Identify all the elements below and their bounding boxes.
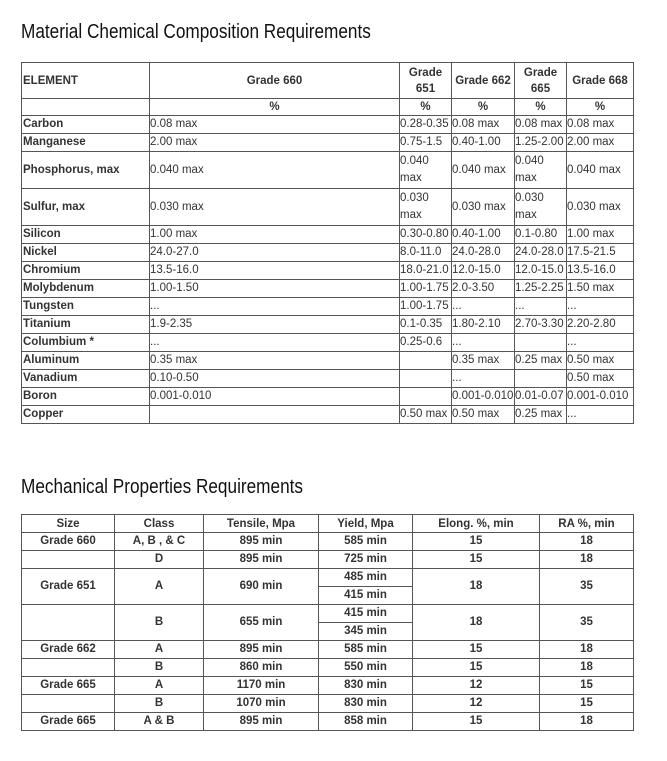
header-elong: Elong. %, min bbox=[413, 515, 540, 533]
elong-cell: 18 bbox=[413, 569, 540, 605]
yield-cell: 550 min bbox=[319, 659, 413, 677]
unit-cell: % bbox=[452, 99, 515, 116]
size-cell: Grade 665 bbox=[22, 677, 115, 695]
class-cell: D bbox=[115, 551, 204, 569]
tensile-cell: 895 min bbox=[204, 533, 319, 551]
size-cell: Grade 665 bbox=[22, 713, 115, 731]
table-row bbox=[22, 641, 634, 659]
table-row bbox=[22, 551, 634, 569]
yield-cell: 585 min bbox=[319, 533, 413, 551]
size-cell: Grade 651 bbox=[22, 569, 115, 605]
value-cell: 0.50 max bbox=[452, 406, 515, 424]
value-cell: 0.001-0.010 bbox=[452, 388, 515, 406]
mechanical-properties-table bbox=[21, 514, 634, 731]
value-cell: 2.20-2.80 bbox=[567, 316, 634, 334]
value-cell: 1.00 max bbox=[150, 226, 400, 244]
element-name-cell: Molybdenum bbox=[22, 280, 150, 298]
value-cell: 2.00 max bbox=[150, 134, 400, 152]
size-cell: Grade 660 bbox=[22, 533, 115, 551]
ra-cell: 18 bbox=[540, 659, 634, 677]
ra-cell: 18 bbox=[540, 533, 634, 551]
tensile-cell: 860 min bbox=[204, 659, 319, 677]
value-cell: 0.25 max bbox=[515, 406, 567, 424]
elong-cell: 12 bbox=[413, 695, 540, 713]
value-cell: 0.25-0.6 bbox=[400, 334, 452, 352]
header-yield: Yield, Mpa bbox=[319, 515, 413, 533]
unit-cell: % bbox=[567, 99, 634, 116]
value-cell: 0.50 max bbox=[567, 352, 634, 370]
yield-cell: 415 min bbox=[319, 587, 413, 605]
value-cell: ... bbox=[567, 298, 634, 316]
value-cell: 12.0-15.0 bbox=[452, 262, 515, 280]
element-name-cell: Carbon bbox=[22, 116, 150, 134]
chemical-composition-table bbox=[21, 62, 634, 424]
size-cell bbox=[22, 659, 115, 677]
element-name-cell: Sulfur, max bbox=[22, 189, 150, 226]
value-cell bbox=[400, 388, 452, 406]
elong-cell: 15 bbox=[413, 659, 540, 677]
value-cell: 1.80-2.10 bbox=[452, 316, 515, 334]
tensile-cell: 1170 min bbox=[204, 677, 319, 695]
value-cell: 12.0-15.0 bbox=[515, 262, 567, 280]
value-cell: 0.08 max bbox=[515, 116, 567, 134]
table-row bbox=[22, 298, 634, 316]
value-cell: 0.35 max bbox=[150, 352, 400, 370]
value-cell: 8.0-11.0 bbox=[400, 244, 452, 262]
value-cell: ... bbox=[452, 334, 515, 352]
table-row bbox=[22, 677, 634, 695]
table-row bbox=[22, 370, 634, 388]
element-name-cell: Chromium bbox=[22, 262, 150, 280]
class-cell: A & B bbox=[115, 713, 204, 731]
header-ra: RA %, min bbox=[540, 515, 634, 533]
value-cell: 0.001-0.010 bbox=[150, 388, 400, 406]
class-cell: B bbox=[115, 659, 204, 677]
element-name-cell: Titanium bbox=[22, 316, 150, 334]
element-name-cell: Silicon bbox=[22, 226, 150, 244]
value-cell: ... bbox=[452, 298, 515, 316]
ra-cell: 15 bbox=[540, 677, 634, 695]
size-cell bbox=[22, 695, 115, 713]
value-cell: 0.01-0.07 bbox=[515, 388, 567, 406]
value-cell: 0.1-0.35 bbox=[400, 316, 452, 334]
ra-cell: 15 bbox=[540, 695, 634, 713]
element-name-cell: Nickel bbox=[22, 244, 150, 262]
element-name-cell: Manganese bbox=[22, 134, 150, 152]
value-cell: 0.030 max bbox=[400, 189, 452, 226]
yield-cell: 830 min bbox=[319, 677, 413, 695]
value-cell: 2.00 max bbox=[567, 134, 634, 152]
table-row bbox=[22, 280, 634, 298]
class-cell: A bbox=[115, 641, 204, 659]
elong-cell: 15 bbox=[413, 641, 540, 659]
table-row bbox=[22, 262, 634, 280]
table-row bbox=[22, 244, 634, 262]
table-row bbox=[22, 713, 634, 731]
table-row bbox=[22, 352, 634, 370]
value-cell: 1.00-1.50 bbox=[150, 280, 400, 298]
value-cell: 0.10-0.50 bbox=[150, 370, 400, 388]
unit-cell: % bbox=[515, 99, 567, 116]
value-cell: 1.50 max bbox=[567, 280, 634, 298]
value-cell: 0.40-1.00 bbox=[452, 226, 515, 244]
yield-cell: 345 min bbox=[319, 623, 413, 641]
size-cell bbox=[22, 605, 115, 641]
yield-cell: 725 min bbox=[319, 551, 413, 569]
value-cell bbox=[150, 406, 400, 424]
element-name-cell: Phosphorus, max bbox=[22, 152, 150, 189]
ra-cell: 35 bbox=[540, 569, 634, 605]
unit-cell: % bbox=[150, 99, 400, 116]
value-cell: 0.28-0.35 bbox=[400, 116, 452, 134]
tensile-cell: 895 min bbox=[204, 641, 319, 659]
value-cell: 13.5-16.0 bbox=[150, 262, 400, 280]
yield-cell: 858 min bbox=[319, 713, 413, 731]
table-row bbox=[22, 569, 634, 587]
table-row bbox=[22, 659, 634, 677]
value-cell: 0.030 max bbox=[150, 189, 400, 226]
class-cell: A bbox=[115, 569, 204, 605]
value-cell: 0.001-0.010 bbox=[567, 388, 634, 406]
value-cell: 0.040 max bbox=[567, 152, 634, 189]
value-cell: 0.040 max bbox=[515, 152, 567, 189]
header-grade-665: Grade 665 bbox=[515, 63, 567, 99]
value-cell: 24.0-28.0 bbox=[452, 244, 515, 262]
class-cell: B bbox=[115, 605, 204, 641]
value-cell: 17.5-21.5 bbox=[567, 244, 634, 262]
ra-cell: 35 bbox=[540, 605, 634, 641]
header-tensile: Tensile, Mpa bbox=[204, 515, 319, 533]
value-cell: 0.30-0.80 bbox=[400, 226, 452, 244]
table-row bbox=[22, 334, 634, 352]
value-cell: ... bbox=[150, 334, 400, 352]
value-cell: 2.0-3.50 bbox=[452, 280, 515, 298]
value-cell: 1.00-1.75 bbox=[400, 280, 452, 298]
value-cell: 24.0-28.0 bbox=[515, 244, 567, 262]
value-cell: 1.25-2.00 bbox=[515, 134, 567, 152]
tensile-cell: 690 min bbox=[204, 569, 319, 605]
table-row bbox=[22, 152, 634, 189]
value-cell: 0.50 max bbox=[567, 370, 634, 388]
table-row bbox=[22, 388, 634, 406]
header-grade-660: Grade 660 bbox=[150, 63, 400, 99]
value-cell: 2.70-3.30 bbox=[515, 316, 567, 334]
elong-cell: 15 bbox=[413, 713, 540, 731]
value-cell: 0.1-0.80 bbox=[515, 226, 567, 244]
value-cell: 1.25-2.25 bbox=[515, 280, 567, 298]
table-row bbox=[22, 116, 634, 134]
element-name-cell: Vanadium bbox=[22, 370, 150, 388]
tensile-cell: 655 min bbox=[204, 605, 319, 641]
yield-cell: 415 min bbox=[319, 605, 413, 623]
value-cell bbox=[515, 370, 567, 388]
element-name-cell: Copper bbox=[22, 406, 150, 424]
value-cell: 18.0-21.0 bbox=[400, 262, 452, 280]
tensile-cell: 895 min bbox=[204, 551, 319, 569]
class-cell: A, B , & C bbox=[115, 533, 204, 551]
tensile-cell: 895 min bbox=[204, 713, 319, 731]
table-row bbox=[22, 316, 634, 334]
table-row bbox=[22, 605, 634, 623]
value-cell: 1.00 max bbox=[567, 226, 634, 244]
value-cell: 13.5-16.0 bbox=[567, 262, 634, 280]
elong-cell: 15 bbox=[413, 551, 540, 569]
header-grade-651: Grade 651 bbox=[400, 63, 452, 99]
value-cell: 0.50 max bbox=[400, 406, 452, 424]
size-cell bbox=[22, 551, 115, 569]
ra-cell: 18 bbox=[540, 713, 634, 731]
header-element: ELEMENT bbox=[22, 63, 150, 99]
element-name-cell: Aluminum bbox=[22, 352, 150, 370]
value-cell: ... bbox=[515, 298, 567, 316]
value-cell bbox=[400, 352, 452, 370]
table-row bbox=[22, 695, 634, 713]
value-cell: 0.08 max bbox=[452, 116, 515, 134]
chem-table-title: Material Chemical Composition Requirements bbox=[21, 21, 371, 43]
elong-cell: 12 bbox=[413, 677, 540, 695]
value-cell: ... bbox=[452, 370, 515, 388]
value-cell: 1.9-2.35 bbox=[150, 316, 400, 334]
ra-cell: 18 bbox=[540, 641, 634, 659]
class-cell: A bbox=[115, 677, 204, 695]
value-cell: 0.030 max bbox=[515, 189, 567, 226]
value-cell: 0.030 max bbox=[452, 189, 515, 226]
table-row bbox=[22, 533, 634, 551]
value-cell: 1.00-1.75 bbox=[400, 298, 452, 316]
header-class: Class bbox=[115, 515, 204, 533]
value-cell: 0.030 max bbox=[567, 189, 634, 226]
unit-cell-empty bbox=[22, 99, 150, 116]
value-cell: 0.35 max bbox=[452, 352, 515, 370]
class-cell: B bbox=[115, 695, 204, 713]
mech-table-title: Mechanical Properties Requirements bbox=[21, 476, 304, 498]
value-cell: ... bbox=[567, 406, 634, 424]
elong-cell: 18 bbox=[413, 605, 540, 641]
element-name-cell: Columbium * bbox=[22, 334, 150, 352]
value-cell: 0.75-1.5 bbox=[400, 134, 452, 152]
table-row bbox=[22, 226, 634, 244]
value-cell: 0.08 max bbox=[150, 116, 400, 134]
element-name-cell: Tungsten bbox=[22, 298, 150, 316]
yield-cell: 485 min bbox=[319, 569, 413, 587]
value-cell: 0.040 max bbox=[452, 152, 515, 189]
yield-cell: 585 min bbox=[319, 641, 413, 659]
value-cell bbox=[400, 370, 452, 388]
element-name-cell: Boron bbox=[22, 388, 150, 406]
table-row bbox=[22, 134, 634, 152]
header-size: Size bbox=[22, 515, 115, 533]
elong-cell: 15 bbox=[413, 533, 540, 551]
table-row bbox=[22, 406, 634, 424]
value-cell: 0.040 max bbox=[150, 152, 400, 189]
value-cell bbox=[515, 334, 567, 352]
header-grade-662: Grade 662 bbox=[452, 63, 515, 99]
value-cell: 0.08 max bbox=[567, 116, 634, 134]
size-cell: Grade 662 bbox=[22, 641, 115, 659]
header-grade-668: Grade 668 bbox=[567, 63, 634, 99]
value-cell: 0.25 max bbox=[515, 352, 567, 370]
table-row bbox=[22, 189, 634, 226]
unit-cell: % bbox=[400, 99, 452, 116]
value-cell: ... bbox=[567, 334, 634, 352]
yield-cell: 830 min bbox=[319, 695, 413, 713]
value-cell: 24.0-27.0 bbox=[150, 244, 400, 262]
value-cell: 0.040 max bbox=[400, 152, 452, 189]
ra-cell: 18 bbox=[540, 551, 634, 569]
value-cell: 0.40-1.00 bbox=[452, 134, 515, 152]
tensile-cell: 1070 min bbox=[204, 695, 319, 713]
value-cell: ... bbox=[150, 298, 400, 316]
